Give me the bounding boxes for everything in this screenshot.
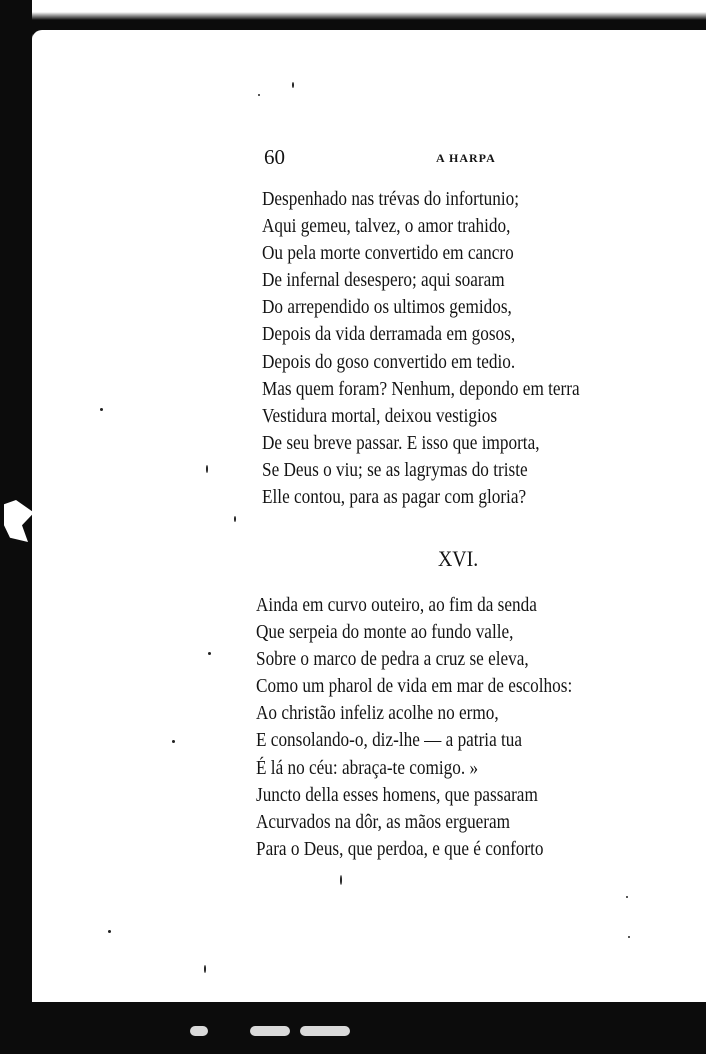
scan-speck [204,965,206,973]
scan-speck [292,82,294,88]
verse-line: Despenhado nas trévas do infortunio; [262,188,519,210]
verse-line: Mas quem foram? Nenhum, depondo em terra [262,377,580,400]
verse-line: Depois do goso convertido em tedio. [262,350,516,373]
verse-line: Como um pharol de vida em mar de escolhos: [256,675,573,698]
verse-line: É lá no céu: abraça-te comigo. » [256,756,479,779]
scan-speck [206,465,208,473]
scan-border-bottom-edge [32,994,706,1002]
scan-border-top-edge [32,30,706,42]
running-head [264,145,514,175]
verse-line: Depois da vida derramada em gosos, [262,323,516,346]
verse-line: Elle contou, para as pagar com gloria? [262,486,527,509]
stanza-2 [256,592,624,863]
verse-line: Sobre o marco de pedra a cruz se eleva, [256,648,529,671]
scan-speck [172,740,175,743]
verse-line: E consolando-o, diz-lhe — a patria tua [256,729,523,752]
verse-line: Juncto della esses homens, que passaram [256,783,538,806]
verse-line: Do arrependido os ultimos gemidos, [262,296,512,319]
section-heading: XVI. [438,546,479,571]
scan-smudge [250,1026,290,1036]
scan-speck [100,408,103,411]
verse-line: Ao christão infeliz acolhe no ermo, [256,702,499,725]
verse-line: Ainda em curvo outeiro, ao fim da senda [256,594,537,616]
verse-line: Ou pela morte convertido em cancro [262,242,514,265]
page-number: 60 [264,145,285,169]
verse-line: Aqui gemeu, talvez, o amor trahido, [262,215,511,238]
scan-speck [234,516,236,522]
running-title: A HARPA [436,151,496,165]
verse-line: De infernal desespero; aqui soaram [262,269,505,292]
verse-line: Vestidura mortal, deixou vestigios [262,404,498,427]
verse-line: Para o Deus, que perdoa, e que é conforto [256,837,544,860]
verse-line: De seu breve passar. E isso que importa, [262,431,540,454]
verse-line: Acurvados na dôr, as mãos ergueram [256,810,511,833]
verse-line: Que serpeia do monte ao fundo valle, [256,621,514,644]
stanza-1 [262,186,631,511]
scan-speck [208,652,211,655]
scan-speck [108,930,111,933]
scan-speck [258,94,260,96]
scan-speck [340,875,342,885]
scan-smudge [190,1026,208,1036]
verse-line: Se Deus o viu; se as lagrymas do triste [262,458,528,481]
scan-speck [626,896,628,898]
scan-smudge [300,1026,350,1036]
scan-speck [628,936,630,938]
scan-border-bottom [0,998,706,1054]
